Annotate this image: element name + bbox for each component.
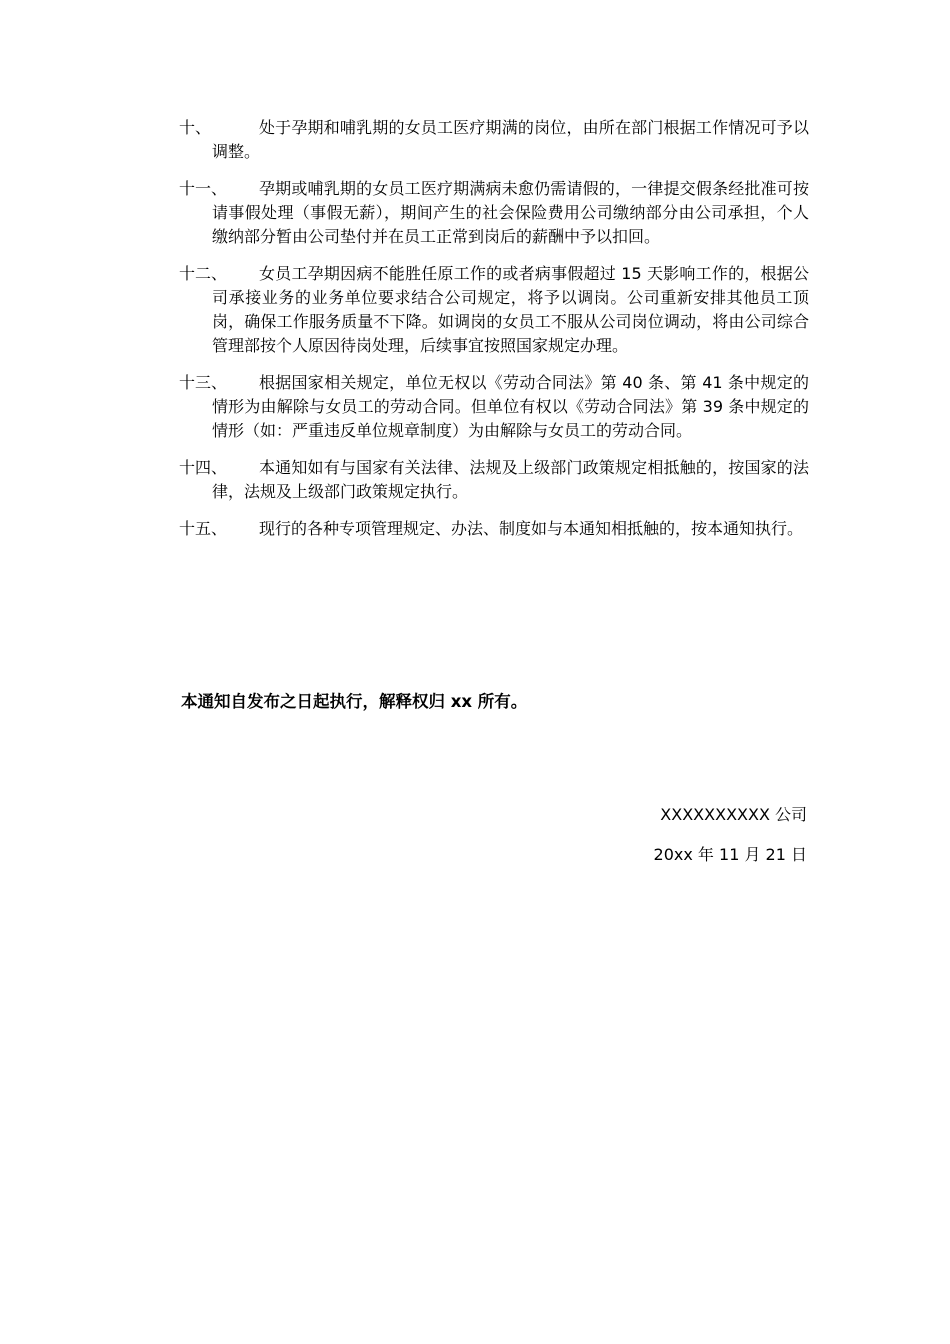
clause-text: 女员工孕期因病不能胜任原工作的或者病事假超过 15 天影响工作的，根据公司承接业务的业务单位要求结合公司规定，将予以调岗。公司重新安排其他员工顶岗，确保工作服务质量不下降。如调岗的女员工不服从公司岗位调动，将由公司综合管理部按个人原因待岗处理，后续事宜按照国家规定办理。 — [212, 264, 809, 355]
clause-text: 本通知如有与国家有关法律、法规及上级部门政策规定相抵触的，按国家的法律，法规及上级部门政策规定执行。 — [212, 458, 809, 501]
clause-number: 十、 — [179, 118, 212, 137]
clause-item — [179, 371, 809, 443]
clause-number: 十五、 — [179, 519, 228, 538]
clause-number: 十一、 — [179, 179, 228, 198]
clause-item — [179, 517, 809, 541]
clause-item — [179, 177, 809, 249]
clause-item — [179, 116, 809, 164]
clause-text: 孕期或哺乳期的女员工医疗期满病未愈仍需请假的，一律提交假条经批准可按请事假处理（事假无薪），期间产生的社会保险费用公司缴纳部分由公司承担，个人缴纳部分暂由公司垫付并在员工正常到岗后的薪酬中予以扣回。 — [212, 179, 809, 246]
clause-number: 十三、 — [179, 373, 228, 392]
clause-item — [179, 456, 809, 504]
clause-text: 现行的各种专项管理规定、办法、制度如与本通知相抵触的，按本通知执行。 — [259, 519, 804, 538]
signature-company: XXXXXXXXXX 公司 — [660, 805, 807, 824]
clause-item — [179, 262, 809, 358]
clause-number: 十二、 — [179, 264, 228, 283]
clause-list — [179, 116, 809, 554]
clause-text: 处于孕期和哺乳期的女员工医疗期满的岗位，由所在部门根据工作情况可予以调整。 — [212, 118, 809, 161]
clause-text: 根据国家相关规定，单位无权以《劳动合同法》第 40 条、第 41 条中规定的情形为由解除与女员工的劳动合同。但单位有权以《劳动合同法》第 39 条中规定的情形（如：严重违反单位规章制度）为由解除与女员工的劳动合同。 — [212, 373, 809, 440]
closing-statement: 本通知自发布之日起执行，解释权归 xx 所有。 — [181, 692, 528, 711]
clause-number: 十四、 — [179, 458, 228, 477]
signature-date: 20xx 年 11 月 21 日 — [653, 845, 807, 864]
